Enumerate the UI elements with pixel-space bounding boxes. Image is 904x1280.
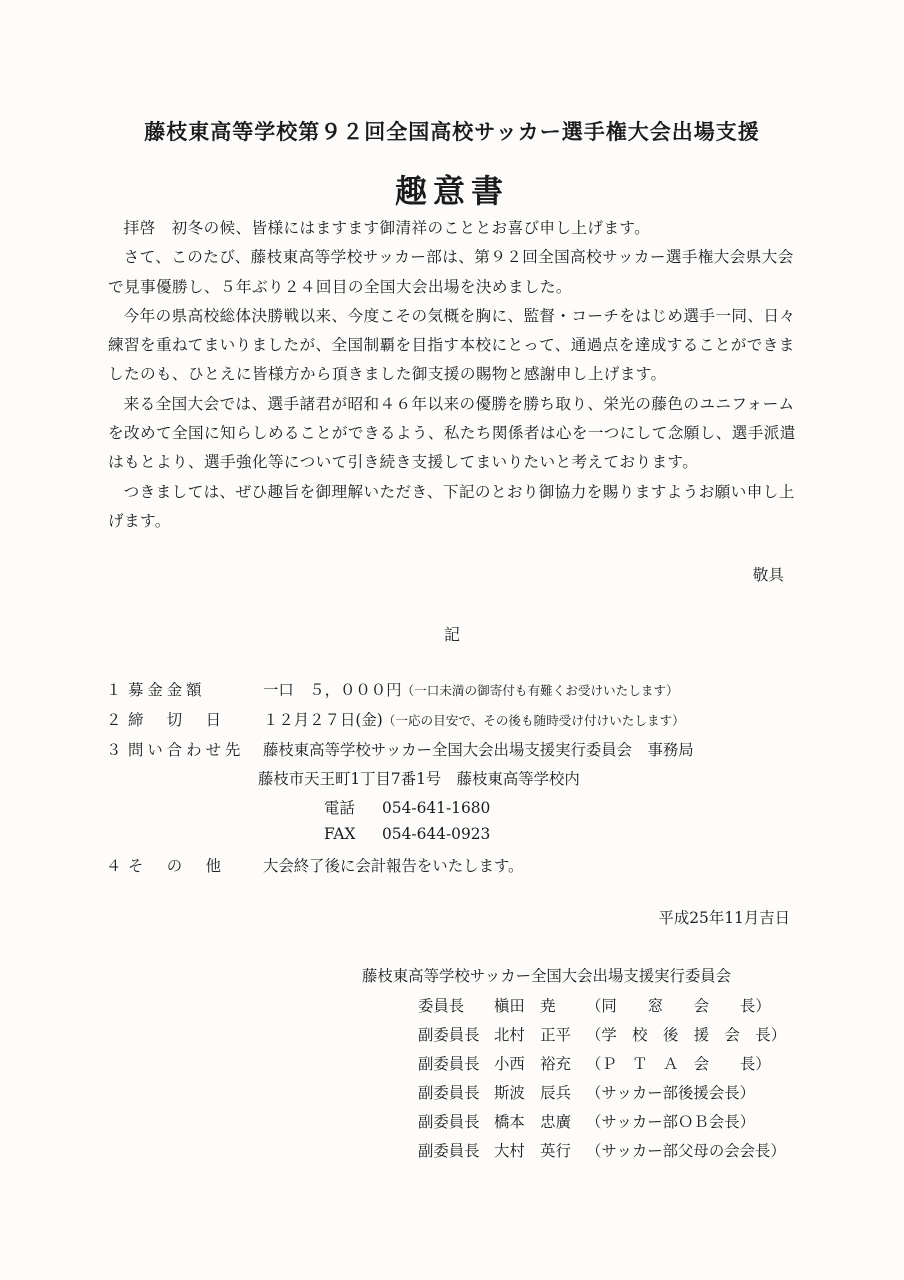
member-role: （学 校 後 援 会 長） (586, 1026, 787, 1044)
contact-fax (324, 825, 490, 843)
member-name: 小西 裕充 (494, 1055, 571, 1073)
item-label: 締 切 日 (128, 711, 225, 729)
body-text (108, 214, 798, 536)
document-subtitle: 趣意書 (394, 172, 509, 210)
item-contact (106, 738, 694, 760)
item-label: そ の 他 (128, 857, 225, 875)
member-role: （サッカー部後援会長） (586, 1084, 755, 1102)
paragraph-announcement: さて、このたび、藤枝東高等学校サッカー部は、第９２回全国高校サッカー選手権大会県大会で見事優勝し、５年ぶり２４回目の全国大会出場を決めました。 (108, 248, 794, 296)
member-name: 斯波 辰兵 (494, 1084, 571, 1102)
member-name: 槇田 尭 (494, 997, 556, 1015)
member-role: （Ｐ Ｔ Ａ 会 長） (586, 1055, 771, 1073)
member-title: 副委員長 (418, 1026, 480, 1044)
item-amount (106, 678, 679, 700)
paragraph-request: つきましては、ぜひ趣旨を御理解いただき、下記のとおり御協力を賜りますようお願い申し上げます。 (108, 482, 795, 530)
member-name: 北村 正平 (494, 1026, 571, 1044)
committee-member (418, 1139, 786, 1161)
item-value: 大会終了後に会計報告をいたします。 (263, 857, 524, 875)
member-title: 副委員長 (418, 1055, 480, 1073)
committee-member (418, 994, 771, 1016)
member-name: 橋本 忠廣 (494, 1113, 571, 1131)
tel-label: 電話 (324, 799, 355, 817)
member-title: 副委員長 (418, 1142, 480, 1160)
paragraph-greeting: 拝啓 初冬の候、皆様にはますます御清祥のこととお喜び申し上げます。 (123, 219, 651, 237)
committee-member (418, 1110, 755, 1132)
member-title: 副委員長 (418, 1084, 480, 1102)
member-title: 委員長 (418, 997, 465, 1015)
contact-tel (324, 796, 490, 818)
item-note: （一応の目安で、その後も随時受け付けいたします） (382, 713, 685, 728)
paragraph-aspiration: 来る全国大会では、選手諸君が昭和４６年以来の優勝を勝ち取り、栄光の藤色のユニフォームを改めて全国に知らしめることができるよう、私たち関係者は心を一つにして念願し、選手派遣はもとより、選手強化等について引き続き支援してまいりたいと考えております。 (108, 394, 796, 472)
item-number: ２ (106, 711, 122, 729)
tel-number: 054-641-1680 (382, 799, 491, 817)
member-name: 大村 英行 (494, 1142, 571, 1160)
item-value: 一口 ５，０００円 (263, 681, 402, 699)
paragraph-gratitude: 今年の県高校総体決勝戦以来、今度こその気概を胸に、監督・コーチをはじめ選手一同、日々練習を重ねてまいりましたが、全国制覇を目指す本校にとって、通過点を達成することができましたのも、ひとえに皆様方から頂きました御支援の賜物と感謝申し上げます。 (108, 306, 796, 384)
contact-address: 藤枝市天王町1丁目7番1号 藤枝東高等学校内 (258, 770, 580, 788)
item-number: １ (106, 681, 122, 699)
committee-member (418, 1052, 771, 1074)
committee-name: 藤枝東高等学校サッカー全国大会出場支援実行委員会 (362, 967, 732, 985)
member-role: （同 窓 会 長） (586, 997, 771, 1015)
item-value: 藤枝東高等学校サッカー全国大会出場支援実行委員会 事務局 (263, 741, 694, 759)
fax-number: 054-644-0923 (382, 825, 491, 843)
member-title: 副委員長 (418, 1113, 480, 1131)
item-label: 募金金額 (128, 681, 206, 699)
closing-keigu: 敬具 (752, 566, 784, 584)
committee-member (418, 1081, 755, 1103)
item-deadline (106, 708, 685, 730)
member-role: （サッカー部父母の会会長） (586, 1142, 786, 1160)
ki-heading: 記 (443, 625, 460, 644)
item-other (106, 854, 523, 876)
committee-member (418, 1023, 786, 1045)
fax-label: FAX (324, 825, 356, 843)
item-number: ４ (106, 857, 122, 875)
item-value: １２月２７日(金) (263, 711, 383, 729)
item-number: ３ (106, 741, 122, 759)
issue-date: 平成25年11月吉日 (658, 909, 790, 927)
member-role: （サッカー部ＯＢ会長） (586, 1113, 755, 1131)
item-note: （一口未満の御寄付も有難くお受けいたします） (401, 683, 679, 698)
item-label: 問い合わせ先 (128, 741, 245, 759)
document-title: 藤枝東高等学校第９２回全国高校サッカー選手権大会出場支援 (144, 119, 760, 144)
